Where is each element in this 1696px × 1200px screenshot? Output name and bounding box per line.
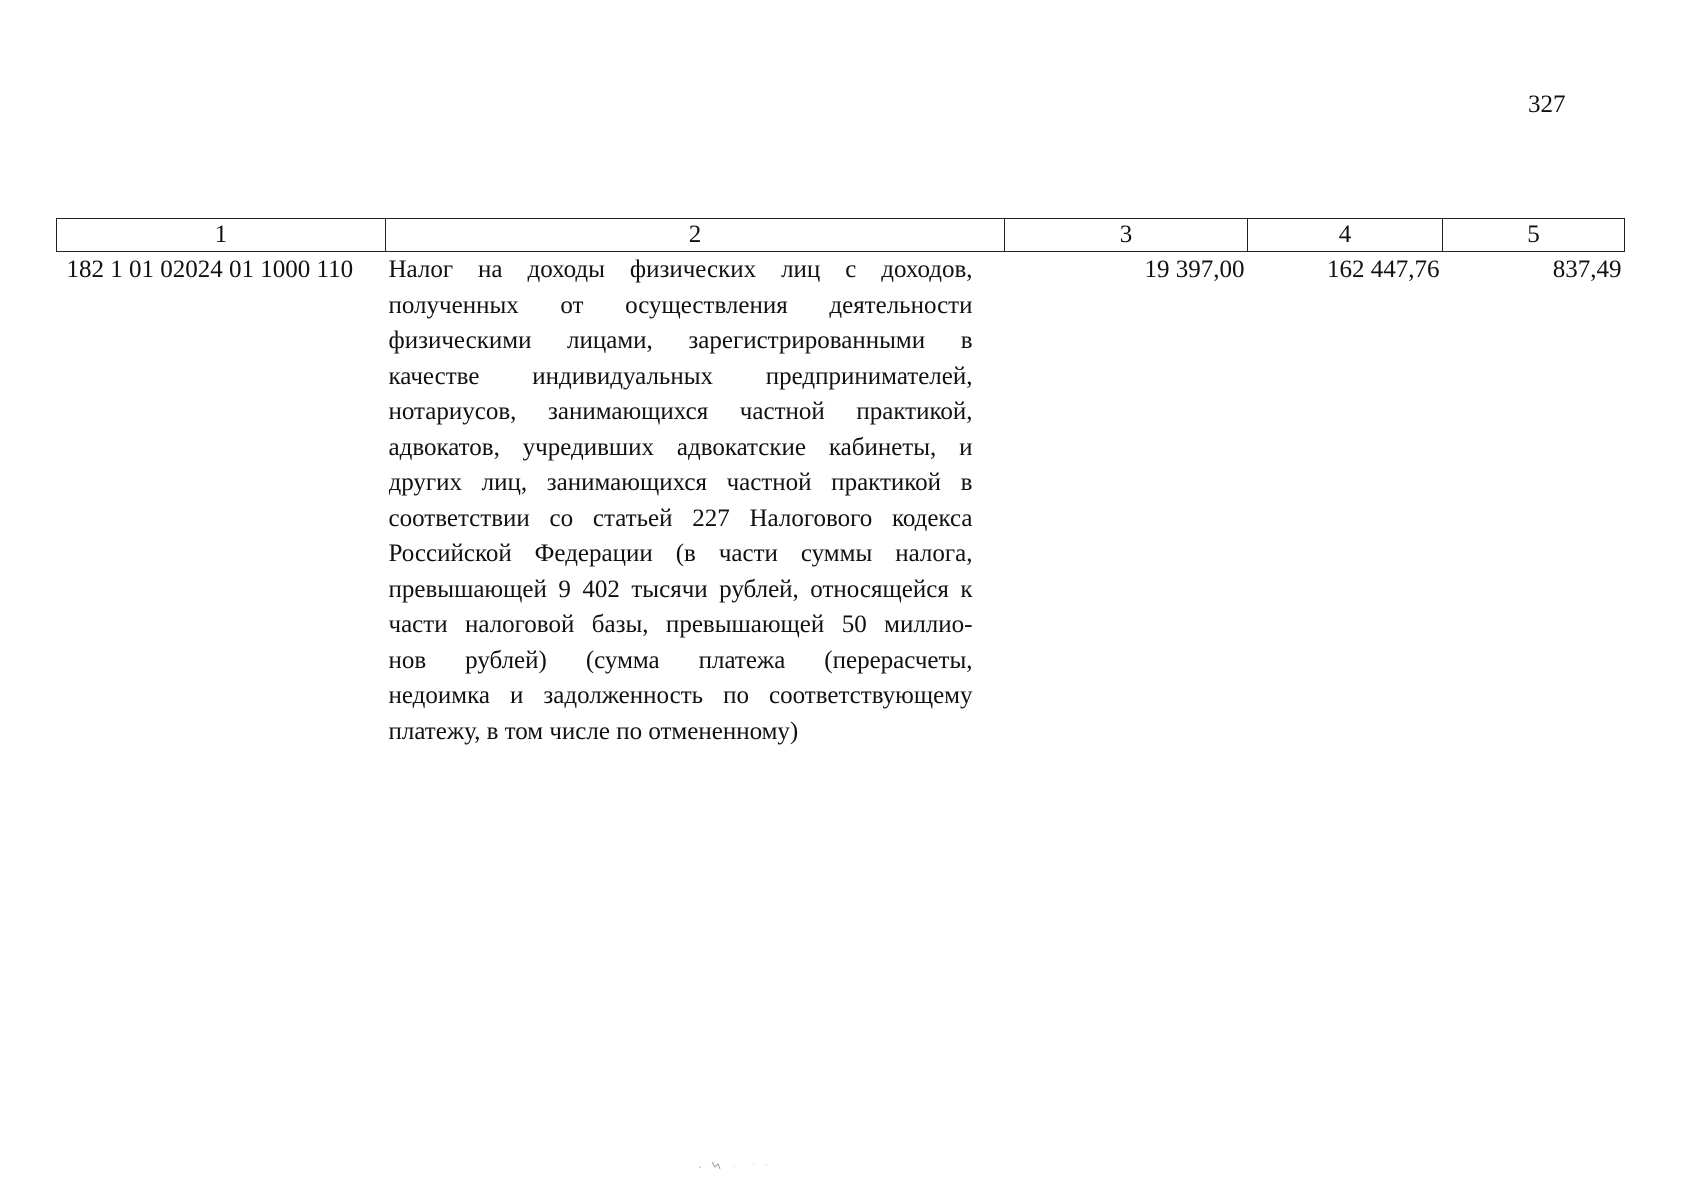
revenue-name-line: Налог на доходы физических лиц с доходов, — [388, 256, 973, 283]
header-column-4: 4 — [1248, 219, 1443, 252]
revenue-name-line: части налоговой базы, превышающей 50 миллио- — [388, 611, 973, 638]
revenue-name-line: нотариусов, занимающихся частной практикой, — [388, 398, 973, 425]
revenue-name-line: полученных от осуществления деятельности — [388, 291, 973, 319]
revenue-name-line: соответствии со статьей 227 Налогового кодекса — [388, 504, 973, 532]
value-column-3: 19 397,00 — [1144, 256, 1245, 283]
revenue-name-cell — [386, 252, 1005, 750]
scan-smudge-mark — [694, 1158, 774, 1172]
table-header — [57, 219, 1625, 252]
revenue-name-line: нов рублей) (сумма платежа (перерасчеты, — [388, 646, 973, 674]
revenue-name-line: Российской Федерации (в части суммы налога, — [388, 540, 973, 567]
table-row — [57, 252, 1625, 750]
revenue-name-line: превышающей 9 402 тысячи рублей, относящейся к — [388, 575, 973, 603]
header-column-2: 2 — [386, 219, 1005, 252]
page-number: 327 — [1528, 91, 1566, 118]
budget-code-cell: 182 1 01 02024 01 1000 110 — [66, 256, 354, 283]
header-column-3: 3 — [1005, 219, 1248, 252]
revenue-name-line: недоимка и задолженность по соответствующему — [388, 682, 973, 709]
budget-table — [56, 218, 1625, 749]
value-column-4: 162 447,76 — [1327, 256, 1440, 283]
revenue-name-line: физическими лицами, зарегистрированными в — [388, 327, 973, 354]
value-column-5: 837,49 — [1552, 256, 1622, 283]
header-column-1: 1 — [57, 219, 386, 252]
revenue-name-line: других лиц, занимающихся частной практикой в — [388, 469, 973, 496]
header-column-5: 5 — [1443, 219, 1625, 252]
revenue-name-line: адвокатов, учредивших адвокатские кабинеты, и — [388, 433, 973, 461]
revenue-name-line: качестве индивидуальных предпринимателей, — [388, 362, 973, 390]
header-row — [57, 219, 1625, 252]
revenue-name-line: платежу, в том числе по отмененному) — [388, 717, 799, 745]
